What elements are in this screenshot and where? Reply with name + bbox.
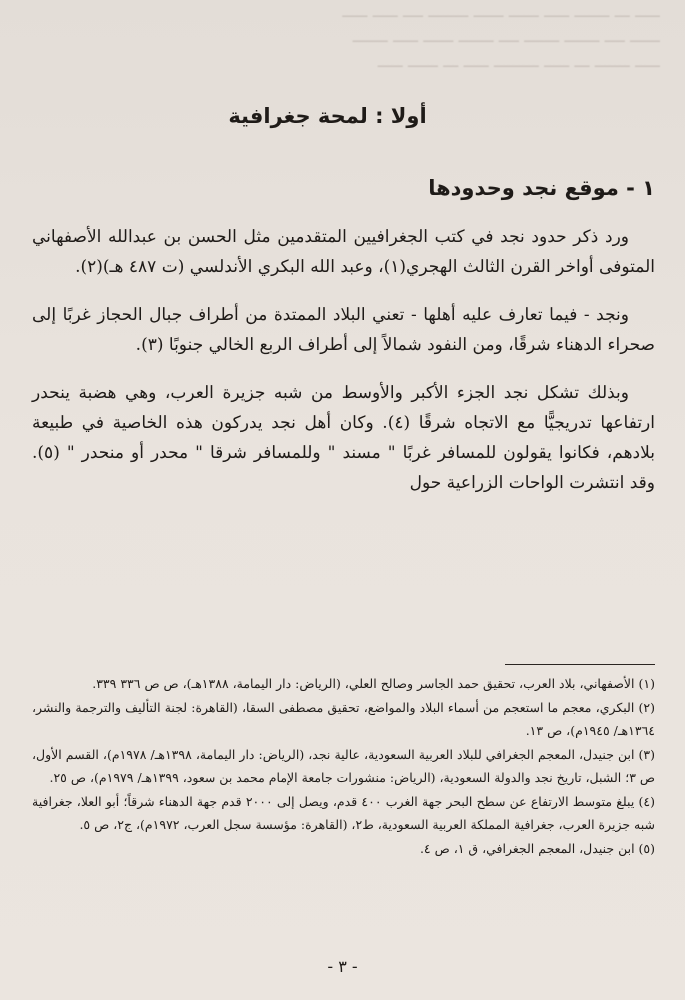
body-text bbox=[32, 222, 655, 516]
section-heading: أولا : لمحة جغرافية bbox=[228, 104, 427, 128]
footnote: (٣) ابن جنيدل، المعجم الجغرافي للبلاد العربية السعودية، عالية نجد، (الرياض: دار اليمامة، ١٣٩٨هـ/ ١٩٧٨م)، القسم الأول، ص ٣؛ الشبل، تاريخ نجد والدولة السعودية، (الرياض: منشورات جامعة الإمام محمد بن سعود، ١٣٩٩هـ/ ١٩٧٩م)، ص ٢٥. bbox=[32, 747, 655, 785]
subheading: ١ - موقع نجد وحدودها bbox=[428, 176, 655, 200]
footnote: (٢) البكري، معجم ما استعجم من أسماء البلاد والمواضع، تحقيق مصطفى السقا، (القاهرة: لجنة التأليف والترجمة والنشر، ١٣٦٤هـ/ ١٩٤٥م)، ص ١٣. bbox=[32, 700, 655, 738]
footnote: (٤) يبلغ متوسط الارتفاع عن سطح البحر جهة الغرب ٤٠٠ قدم، ويصل إلى ٢٠٠٠ قدم جهة الدهناء شرقاً؛ أبو العلا، جغرافية شبه جزيرة العرب، جغرافية المملكة العربية السعودية، ط٢، (القاهرة: مؤسسة سجل العرب، ١٩٧٢م)، ج٢، ص ٥. bbox=[32, 794, 656, 832]
page-number: - ٣ - bbox=[327, 957, 358, 976]
paragraph: ونجد - فيما تعارف عليه أهلها - تعني البلاد الممتدة من أطراف جبال الحجاز غربًا إلى صحراء الدهناء شرقًا، ومن النفود شمالاً إلى أطراف الربع الخالي جنوبًا (٣). bbox=[32, 305, 655, 355]
footnote-divider bbox=[505, 664, 655, 665]
paragraph: وبذلك تشكل نجد الجزء الأكبر والأوسط من شبه جزيرة العرب، وهي هضبة ينحدر ارتفاعها تدريجيًّا مع الاتجاه شرقًا (٤). وكان أهل نجد يدركون هذه الخاصية في طبيعة بلادهم، فكانوا يقولون للمسافر غربًا " مسند " وللمسافر شرقا " محدر أو منحدر " (٥). وقد انتشرت الواحات الزراعية حول bbox=[32, 383, 655, 493]
paragraph: ورد ذكر حدود نجد في كتب الجغرافيين المتقدمين مثل الحسن بن عبدالله الأصفهاني المتوفى أواخر القرن الثالث الهجري(١)، وعبد الله البكري الأندلسي (ت ٤٨٧ هـ)(٢). bbox=[32, 227, 655, 277]
footnote: (١) الأصفهاني، بلاد العرب، تحقيق حمد الجاسر وصالح العلي، (الرياض: دار اليمامة، ١٣٨٨هـ)، ص ص ٣٣٦ ٣٣٩. bbox=[92, 676, 655, 691]
footnotes bbox=[32, 672, 655, 861]
show-through-text: ـــــ ـــ ـــــــ ـــــ ــــــ ــــــ ــــــــ ــــ ـــــ ـــــ ــــــ ــــ ـــــــ ـــــــ ــــ ـــــــ ــــــ ـــــ ـــــــ ـــــ ـــــــ ـــ ـــــ ـــــــــ ـــــ ـــ ــــــ ـــــ bbox=[342, 2, 660, 72]
footnote: (٥) ابن جنيدل، المعجم الجغرافي، ق ١، ص ٤. bbox=[419, 841, 655, 856]
